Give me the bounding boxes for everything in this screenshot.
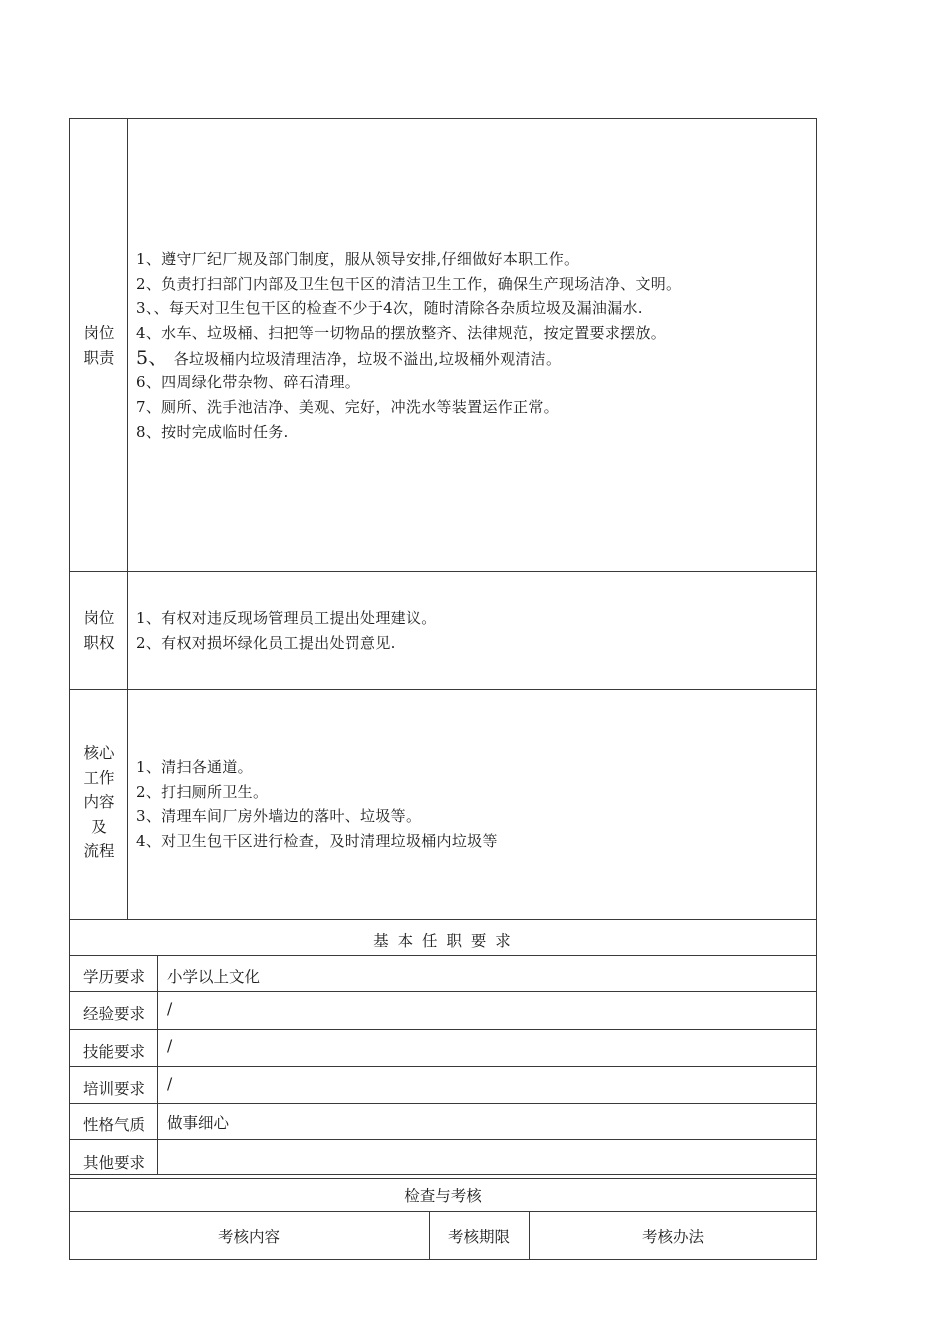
divider [69,571,817,572]
duty-item: 7、厕所、洗手池洁净、美观、完好，冲洗水等装置运作正常。 [136,398,559,416]
duty-item: 8、按时完成临时任务. [136,423,289,441]
section-label-core-work [71,741,127,864]
label-line: 核心 [83,744,115,762]
assessment-col-method: 考核办法 [641,1228,704,1246]
label-line: 岗位 [83,609,115,627]
assessment-col-content: 考核内容 [217,1228,280,1246]
section-label-duties [71,321,127,370]
label-line: 及 [91,817,107,836]
section-label-authority [71,606,127,655]
duty-item: 1、遵守厂纪厂规及部门制度，服从领导安排,仔细做好本职工作。 [136,250,580,268]
training-value: / [167,1075,173,1093]
label-line: 工作 [83,768,115,787]
other-label: 其他要求 [82,1154,145,1172]
core-work-item: 4、对卫生包干区进行检查，及时清理垃圾桶内垃圾等 [136,832,498,850]
skills-label: 技能要求 [82,1043,145,1061]
column-divider [157,955,158,1174]
assessment-title: 检查与考核 [404,1187,482,1205]
assessment-col-period: 考核期限 [447,1228,510,1246]
core-work-item: 3、清理车间厂房外墙边的落叶、垃圾等。 [136,807,422,825]
authority-item: 1、有权对违反现场管理员工提出处理建议。 [136,609,437,627]
divider [69,1211,817,1212]
label-line: 流程 [83,842,115,861]
requirements-title: 基 本 任 职 要 求 [373,932,513,950]
training-label: 培训要求 [82,1080,145,1098]
education-label: 学历要求 [82,968,145,986]
divider [69,1103,817,1104]
skills-value: / [167,1037,173,1055]
label-line: 岗位 [83,324,115,342]
divider [69,919,817,920]
column-divider [127,118,128,919]
duty-item-text: 各垃圾桶内垃圾清理洁净，垃圾不溢出,垃圾桶外观清洁。 [173,350,562,368]
duty-item-number: 5、 [136,347,168,369]
label-line: 职权 [83,633,115,652]
core-work-item: 1、清扫各通道。 [136,758,253,776]
duty-item: 4、水车、垃圾桶、扫把等一切物品的摆放整齐、法律规范，按定置要求摆放。 [136,324,667,342]
divider [69,1178,817,1179]
education-value: 小学以上文化 [167,968,261,986]
divider [69,1174,817,1175]
duty-item: 2、负责打扫部门内部及卫生包干区的清洁卫生工作，确保生产现场洁净、文明。 [136,275,682,293]
authority-item: 2、有权对损坏绿化员工提出处罚意见. [136,634,396,652]
experience-label: 经验要求 [82,1005,145,1023]
label-line: 内容 [83,793,115,812]
divider [69,1029,817,1030]
divider [69,1066,817,1067]
personality-value: 做事细心 [167,1114,230,1132]
personality-label: 性格气质 [82,1116,145,1134]
duty-item: 6、四周绿化带杂物、碎石清理。 [136,373,361,391]
divider [69,991,817,992]
core-work-item: 2、打扫厕所卫生。 [136,783,269,801]
divider [69,689,817,690]
divider [69,955,817,956]
divider [69,1139,817,1140]
label-line: 职责 [83,348,115,367]
duty-item: 3、、每天对卫生包干区的检查不少于4次，随时清除各杂质垃圾及漏油漏水. [136,299,643,317]
duty-item [136,346,561,372]
experience-value: / [167,1000,173,1018]
